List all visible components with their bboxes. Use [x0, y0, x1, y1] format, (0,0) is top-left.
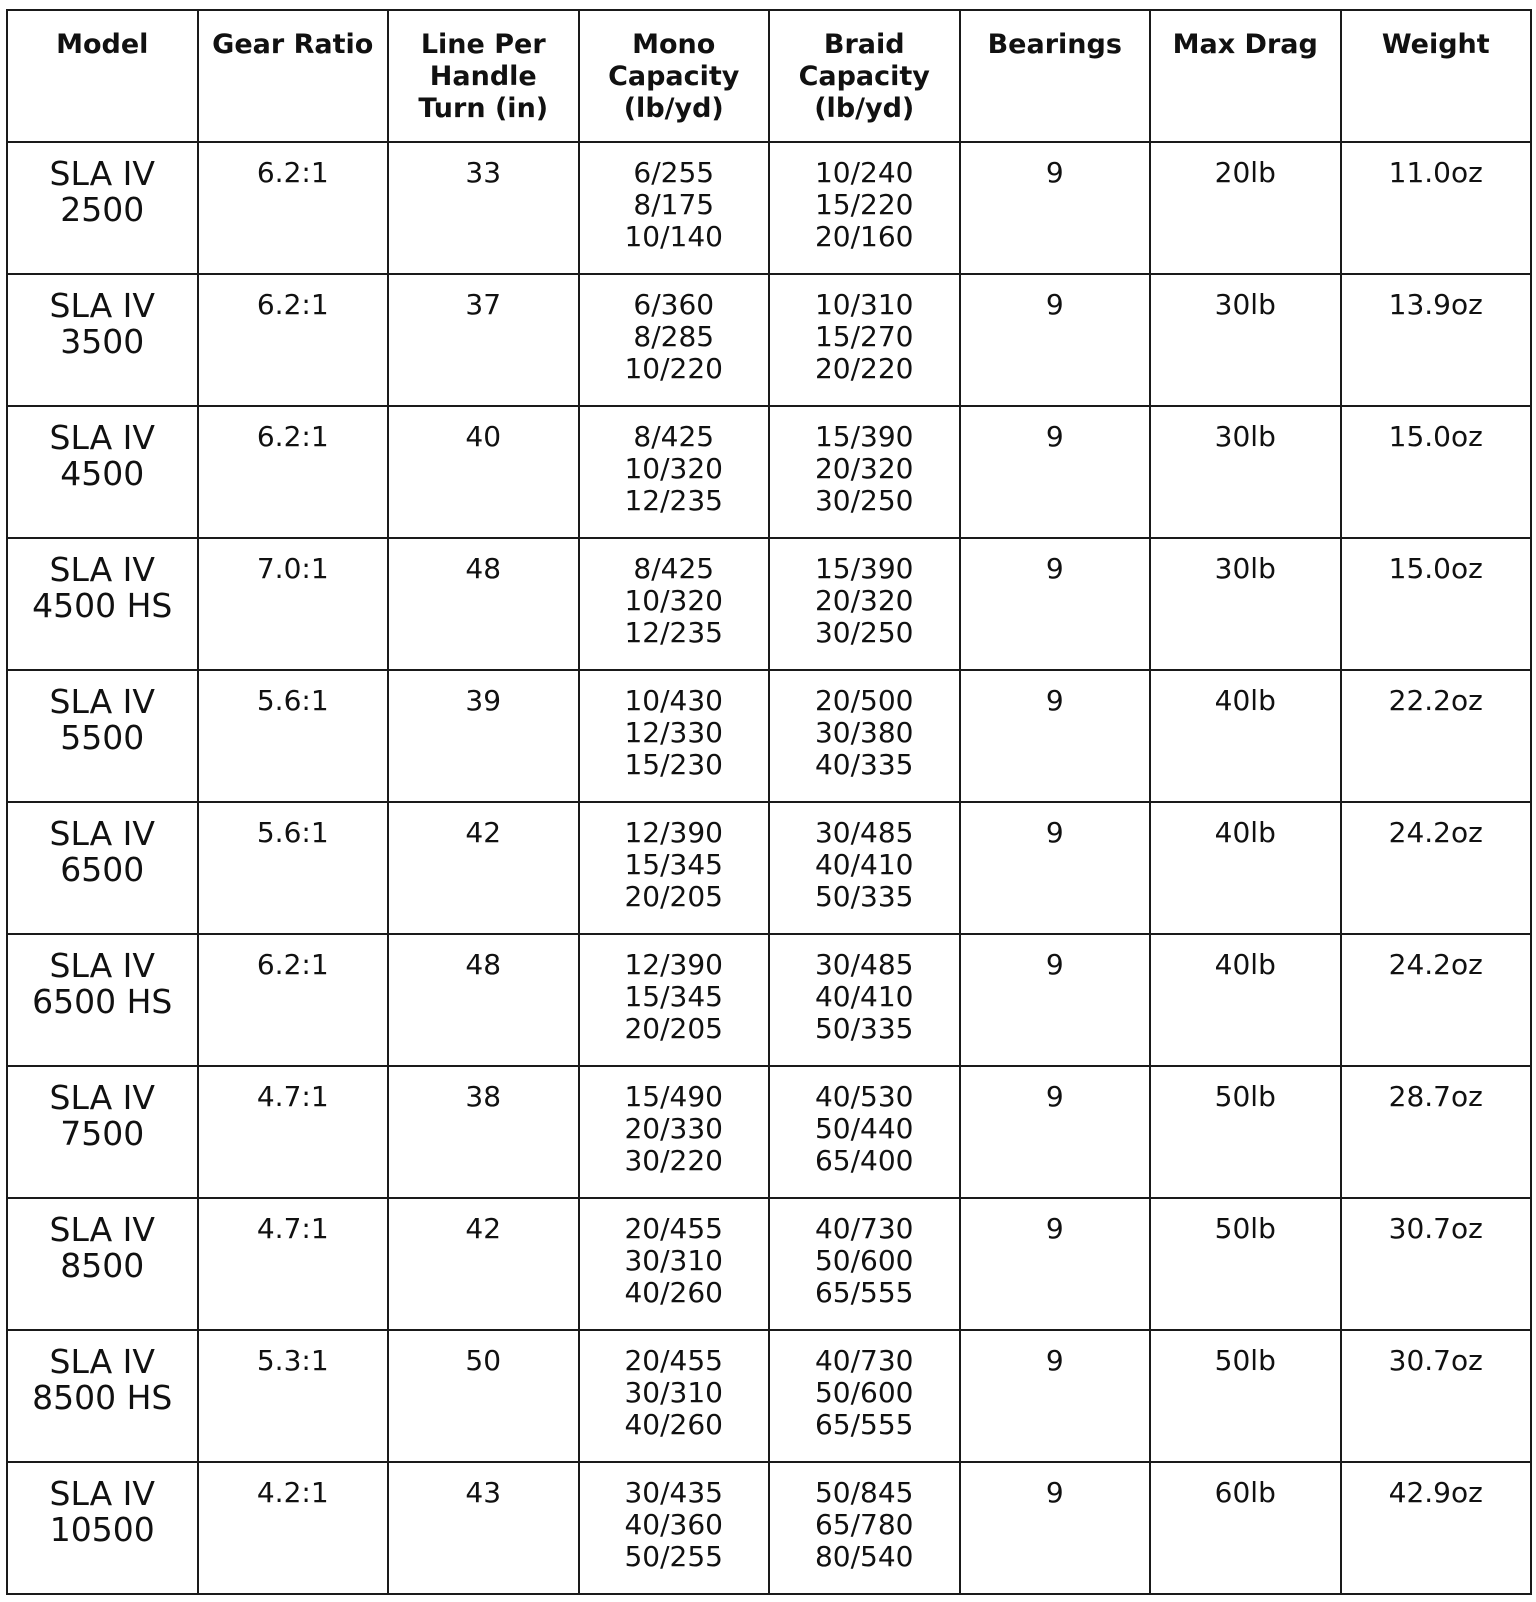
- mono-capacity-cell-line: 50/255: [624, 1540, 723, 1573]
- braid-capacity-cell-line: 40/410: [814, 848, 914, 881]
- braid-capacity-cell-line: 30/380: [814, 716, 914, 749]
- table-row: [7, 538, 1531, 670]
- model-cell-line: 8500 HS: [32, 1378, 173, 1417]
- braid-capacity-cell-line: 50/600: [814, 1376, 914, 1409]
- braid-capacity-cell-line: 15/390: [814, 420, 914, 453]
- braid-capacity-cell-line: 65/400: [814, 1144, 914, 1177]
- braid-capacity-cell: [769, 934, 960, 1066]
- model-cell-line: SLA IV: [49, 550, 155, 589]
- weight-cell: 15.0oz: [1341, 406, 1532, 538]
- mono-capacity-cell-line: 40/360: [624, 1508, 723, 1541]
- braid-capacity-cell: [769, 538, 960, 670]
- mono-capacity-cell-line: 8/425: [633, 552, 715, 585]
- braid-capacity-cell: [769, 1198, 960, 1330]
- line-per-turn-cell: 37: [388, 274, 579, 406]
- braid-capacity-cell: [769, 1330, 960, 1462]
- braid-capacity-cell-line: 40/730: [814, 1344, 914, 1377]
- bearings-cell: 9: [960, 274, 1151, 406]
- mono-capacity-cell: [579, 142, 770, 274]
- mono-capacity-cell: [579, 1198, 770, 1330]
- model-cell-line: SLA IV: [49, 1210, 155, 1249]
- gear-ratio-cell: 6.2:1: [198, 142, 389, 274]
- braid-capacity-cell: [769, 1462, 960, 1594]
- model-cell-line: 7500: [60, 1114, 145, 1153]
- weight-cell: 22.2oz: [1341, 670, 1532, 802]
- model-cell: [7, 802, 198, 934]
- header-row: [7, 10, 1531, 142]
- weight-cell: 30.7oz: [1341, 1198, 1532, 1330]
- column-header-max-drag: [1150, 10, 1341, 142]
- column-header-mono-capacity: [579, 10, 770, 142]
- braid-capacity-cell-line: 65/780: [814, 1508, 914, 1541]
- model-cell-line: SLA IV: [49, 1342, 155, 1381]
- model-cell-line: SLA IV: [49, 1078, 155, 1117]
- gear-ratio-cell: 5.6:1: [198, 670, 389, 802]
- mono-capacity-cell: [579, 1066, 770, 1198]
- mono-capacity-cell-line: 20/330: [624, 1112, 723, 1145]
- line-per-turn-cell: 39: [388, 670, 579, 802]
- gear-ratio-cell: 5.6:1: [198, 802, 389, 934]
- braid-capacity-cell-line: 65/555: [814, 1408, 914, 1441]
- braid-capacity-cell-line: 80/540: [814, 1540, 914, 1573]
- gear-ratio-cell: 6.2:1: [198, 406, 389, 538]
- mono-capacity-cell-line: 12/390: [624, 948, 723, 981]
- column-header-line: Max Drag: [1172, 29, 1318, 60]
- column-header-line: (lb/yd): [623, 93, 724, 124]
- max-drag-cell: 30lb: [1150, 538, 1341, 670]
- column-header-line-per-turn: [388, 10, 579, 142]
- braid-capacity-cell-line: 20/320: [814, 452, 914, 485]
- max-drag-cell: 40lb: [1150, 670, 1341, 802]
- mono-capacity-cell-line: 40/260: [624, 1276, 723, 1309]
- model-cell: [7, 538, 198, 670]
- bearings-cell: 9: [960, 802, 1151, 934]
- mono-capacity-cell-line: 6/360: [633, 288, 715, 321]
- braid-capacity-cell-line: 50/335: [814, 1012, 914, 1045]
- weight-cell: 15.0oz: [1341, 538, 1532, 670]
- braid-capacity-cell-line: 30/250: [814, 616, 914, 649]
- model-cell-line: SLA IV: [49, 946, 155, 985]
- line-per-turn-cell: 33: [388, 142, 579, 274]
- column-header-weight: [1341, 10, 1532, 142]
- column-header-line: Weight: [1381, 29, 1490, 60]
- model-cell: [7, 142, 198, 274]
- max-drag-cell: 60lb: [1150, 1462, 1341, 1594]
- mono-capacity-cell-line: 10/430: [624, 684, 723, 717]
- table-row: [7, 142, 1531, 274]
- table-row: [7, 802, 1531, 934]
- spec-table: [6, 9, 1532, 1595]
- gear-ratio-cell: 4.7:1: [198, 1198, 389, 1330]
- weight-cell: 28.7oz: [1341, 1066, 1532, 1198]
- weight-cell: 11.0oz: [1341, 142, 1532, 274]
- mono-capacity-cell-line: 8/425: [633, 420, 715, 453]
- gear-ratio-cell: 4.7:1: [198, 1066, 389, 1198]
- model-cell-line: SLA IV: [49, 1474, 155, 1513]
- max-drag-cell: 50lb: [1150, 1330, 1341, 1462]
- mono-capacity-cell: [579, 934, 770, 1066]
- mono-capacity-cell-line: 8/175: [633, 188, 715, 221]
- column-header-line: Turn (in): [418, 93, 549, 124]
- bearings-cell: 9: [960, 934, 1151, 1066]
- line-per-turn-cell: 43: [388, 1462, 579, 1594]
- weight-cell: 42.9oz: [1341, 1462, 1532, 1594]
- braid-capacity-cell-line: 30/250: [814, 484, 914, 517]
- braid-capacity-cell-line: 30/485: [814, 816, 914, 849]
- model-cell-line: 10500: [49, 1510, 155, 1549]
- table-row: [7, 934, 1531, 1066]
- gear-ratio-cell: 4.2:1: [198, 1462, 389, 1594]
- mono-capacity-cell-line: 12/330: [624, 716, 723, 749]
- table-body: [7, 142, 1531, 1594]
- bearings-cell: 9: [960, 1330, 1151, 1462]
- line-per-turn-cell: 50: [388, 1330, 579, 1462]
- bearings-cell: 9: [960, 406, 1151, 538]
- column-header-line: Handle: [429, 61, 537, 92]
- braid-capacity-cell-line: 40/730: [814, 1212, 914, 1245]
- mono-capacity-cell: [579, 670, 770, 802]
- bearings-cell: 9: [960, 1066, 1151, 1198]
- braid-capacity-cell-line: 20/500: [814, 684, 914, 717]
- mono-capacity-cell-line: 30/435: [624, 1476, 723, 1509]
- mono-capacity-cell-line: 40/260: [624, 1408, 723, 1441]
- gear-ratio-cell: 7.0:1: [198, 538, 389, 670]
- mono-capacity-cell: [579, 274, 770, 406]
- mono-capacity-cell-line: 10/320: [624, 452, 723, 485]
- table-row: [7, 1462, 1531, 1594]
- mono-capacity-cell-line: 12/390: [624, 816, 723, 849]
- model-cell: [7, 670, 198, 802]
- braid-capacity-cell: [769, 274, 960, 406]
- line-per-turn-cell: 42: [388, 802, 579, 934]
- model-cell-line: SLA IV: [49, 682, 155, 721]
- braid-capacity-cell-line: 30/485: [814, 948, 914, 981]
- braid-capacity-cell-line: 40/410: [814, 980, 914, 1013]
- mono-capacity-cell-line: 30/310: [624, 1244, 723, 1277]
- braid-capacity-cell: [769, 406, 960, 538]
- max-drag-cell: 40lb: [1150, 934, 1341, 1066]
- column-header-line: Mono: [632, 29, 716, 60]
- model-cell-line: 8500: [60, 1246, 145, 1285]
- table-row: [7, 670, 1531, 802]
- column-header-line: Gear Ratio: [212, 29, 374, 60]
- mono-capacity-cell: [579, 1330, 770, 1462]
- mono-capacity-cell-line: 10/140: [624, 220, 723, 253]
- braid-capacity-cell-line: 20/220: [814, 352, 914, 385]
- mono-capacity-cell-line: 10/220: [624, 352, 723, 385]
- model-cell-line: SLA IV: [49, 418, 155, 457]
- mono-capacity-cell: [579, 538, 770, 670]
- mono-capacity-cell-line: 20/455: [624, 1344, 723, 1377]
- braid-capacity-cell-line: 65/555: [814, 1276, 914, 1309]
- table-header: [7, 10, 1531, 142]
- model-cell: [7, 1330, 198, 1462]
- weight-cell: 13.9oz: [1341, 274, 1532, 406]
- mono-capacity-cell-line: 20/205: [624, 1012, 723, 1045]
- column-header-line: Model: [56, 29, 149, 60]
- mono-capacity-cell-line: 12/235: [624, 616, 723, 649]
- model-cell-line: SLA IV: [49, 286, 155, 325]
- bearings-cell: 9: [960, 670, 1151, 802]
- braid-capacity-cell-line: 40/335: [814, 748, 914, 781]
- column-header-line: Bearings: [987, 29, 1122, 60]
- braid-capacity-cell-line: 10/310: [814, 288, 914, 321]
- braid-capacity-cell-line: 15/270: [814, 320, 914, 353]
- table-row: [7, 1066, 1531, 1198]
- mono-capacity-cell-line: 15/490: [624, 1080, 723, 1113]
- model-cell-line: 4500 HS: [32, 586, 173, 625]
- mono-capacity-cell-line: 8/285: [633, 320, 715, 353]
- column-header-line: Line Per: [420, 29, 546, 60]
- mono-capacity-cell-line: 15/230: [624, 748, 723, 781]
- braid-capacity-cell: [769, 670, 960, 802]
- column-header-bearings: [960, 10, 1151, 142]
- max-drag-cell: 30lb: [1150, 406, 1341, 538]
- gear-ratio-cell: 5.3:1: [198, 1330, 389, 1462]
- mono-capacity-cell-line: 10/320: [624, 584, 723, 617]
- mono-capacity-cell-line: 12/235: [624, 484, 723, 517]
- model-cell: [7, 934, 198, 1066]
- model-cell-line: 3500: [60, 322, 145, 361]
- line-per-turn-cell: 48: [388, 934, 579, 1066]
- model-cell: [7, 1198, 198, 1330]
- mono-capacity-cell-line: 15/345: [624, 980, 723, 1013]
- weight-cell: 24.2oz: [1341, 934, 1532, 1066]
- model-cell-line: SLA IV: [49, 154, 155, 193]
- model-cell-line: 6500 HS: [32, 982, 173, 1021]
- mono-capacity-cell-line: 15/345: [624, 848, 723, 881]
- braid-capacity-cell: [769, 1066, 960, 1198]
- braid-capacity-cell-line: 15/390: [814, 552, 914, 585]
- braid-capacity-cell-line: 10/240: [814, 156, 914, 189]
- braid-capacity-cell-line: 15/220: [814, 188, 914, 221]
- model-cell-line: 4500: [60, 454, 145, 493]
- bearings-cell: 9: [960, 538, 1151, 670]
- model-cell: [7, 274, 198, 406]
- gear-ratio-cell: 6.2:1: [198, 934, 389, 1066]
- mono-capacity-cell-line: 20/455: [624, 1212, 723, 1245]
- table-row: [7, 406, 1531, 538]
- column-header-line: Capacity: [798, 61, 930, 92]
- model-cell: [7, 1462, 198, 1594]
- model-cell-line: 2500: [60, 190, 145, 229]
- column-header-model: [7, 10, 198, 142]
- braid-capacity-cell-line: 20/320: [814, 584, 914, 617]
- model-cell-line: SLA IV: [49, 814, 155, 853]
- max-drag-cell: 40lb: [1150, 802, 1341, 934]
- column-header-line: Braid: [823, 29, 905, 60]
- braid-capacity-cell-line: 50/600: [814, 1244, 914, 1277]
- mono-capacity-cell-line: 20/205: [624, 880, 723, 913]
- braid-capacity-cell-line: 40/530: [814, 1080, 914, 1113]
- line-per-turn-cell: 42: [388, 1198, 579, 1330]
- mono-capacity-cell: [579, 802, 770, 934]
- braid-capacity-cell-line: 50/440: [814, 1112, 914, 1145]
- max-drag-cell: 50lb: [1150, 1066, 1341, 1198]
- braid-capacity-cell-line: 20/160: [814, 220, 914, 253]
- model-cell: [7, 406, 198, 538]
- line-per-turn-cell: 40: [388, 406, 579, 538]
- mono-capacity-cell-line: 30/220: [624, 1144, 723, 1177]
- table-row: [7, 1330, 1531, 1462]
- braid-capacity-cell-line: 50/335: [814, 880, 914, 913]
- bearings-cell: 9: [960, 1198, 1151, 1330]
- model-cell-line: 6500: [60, 850, 145, 889]
- model-cell: [7, 1066, 198, 1198]
- max-drag-cell: 50lb: [1150, 1198, 1341, 1330]
- mono-capacity-cell: [579, 1462, 770, 1594]
- line-per-turn-cell: 38: [388, 1066, 579, 1198]
- bearings-cell: 9: [960, 1462, 1151, 1594]
- weight-cell: 24.2oz: [1341, 802, 1532, 934]
- column-header-gear-ratio: [198, 10, 389, 142]
- model-cell-line: 5500: [60, 718, 145, 757]
- mono-capacity-cell-line: 30/310: [624, 1376, 723, 1409]
- bearings-cell: 9: [960, 142, 1151, 274]
- weight-cell: 30.7oz: [1341, 1330, 1532, 1462]
- table-row: [7, 274, 1531, 406]
- braid-capacity-cell: [769, 802, 960, 934]
- column-header-line: (lb/yd): [814, 93, 915, 124]
- mono-capacity-cell: [579, 406, 770, 538]
- gear-ratio-cell: 6.2:1: [198, 274, 389, 406]
- table-row: [7, 1198, 1531, 1330]
- max-drag-cell: 30lb: [1150, 274, 1341, 406]
- line-per-turn-cell: 48: [388, 538, 579, 670]
- braid-capacity-cell: [769, 142, 960, 274]
- max-drag-cell: 20lb: [1150, 142, 1341, 274]
- mono-capacity-cell-line: 6/255: [633, 156, 715, 189]
- braid-capacity-cell-line: 50/845: [814, 1476, 914, 1509]
- column-header-line: Capacity: [608, 61, 740, 92]
- column-header-braid-capacity: [769, 10, 960, 142]
